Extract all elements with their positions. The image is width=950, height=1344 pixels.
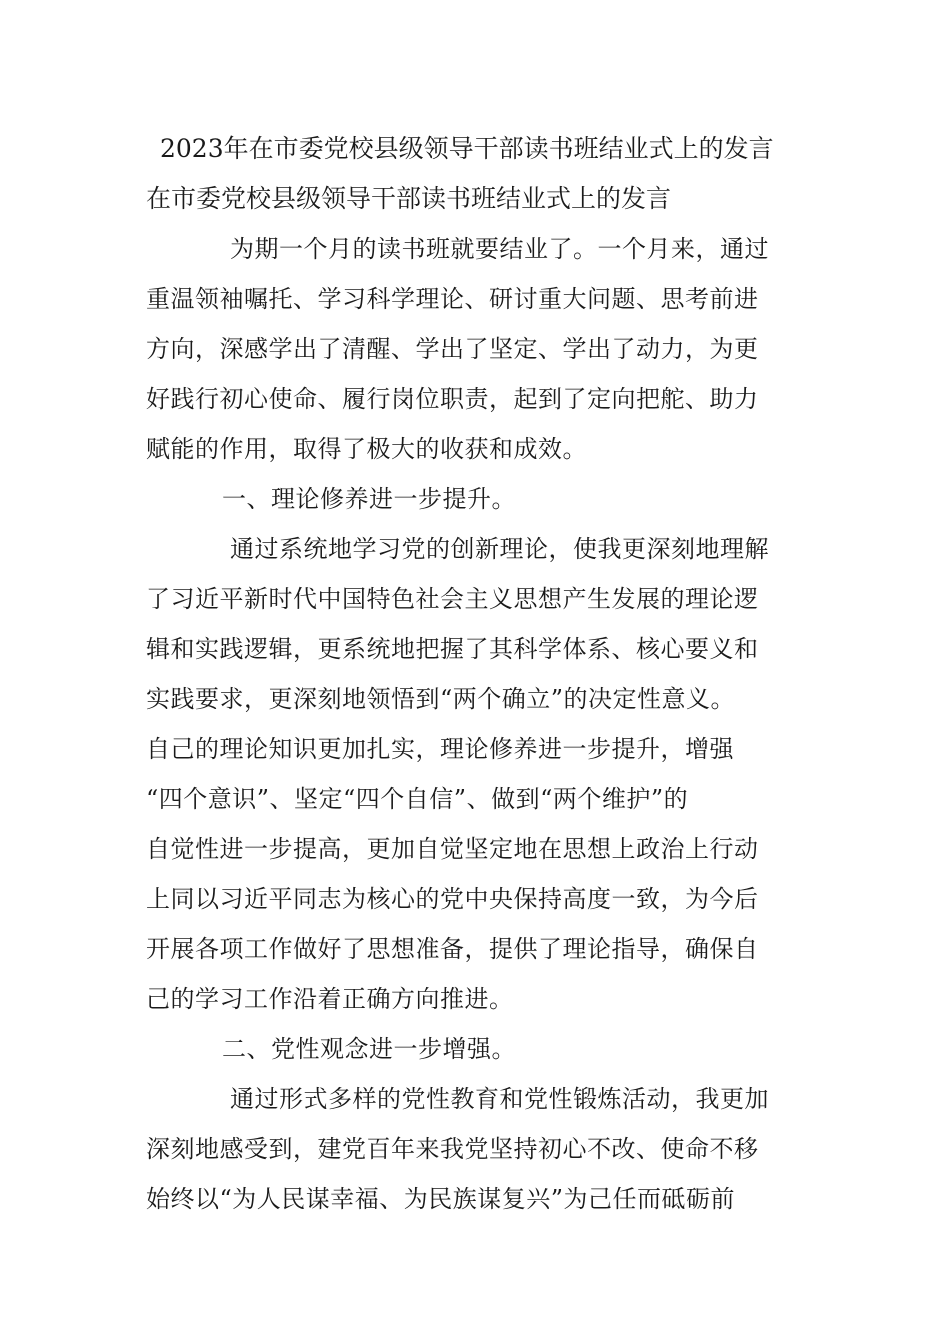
section-heading: 二、党性观念进一步增强。 [222, 1035, 516, 1063]
body-line: 方向，深感学出了清醒、学出了坚定、学出了动力，为更 [146, 335, 759, 363]
body-line: 实践要求，更深刻地领悟到“两个确立”的决定性意义。 [146, 685, 736, 713]
body-line: 辑和实践逻辑，更系统地把握了其科学体系、核心要义和 [146, 635, 759, 663]
body-line: 为期一个月的读书班就要结业了。一个月来，通过 [230, 235, 769, 263]
body-line: 开展各项工作做好了思想准备，提供了理论指导，确保自 [146, 935, 759, 963]
body-line: 己的学习工作沿着正确方向推进。 [146, 985, 514, 1013]
body-line: 上同以习近平同志为核心的党中央保持高度一致，为今后 [146, 885, 759, 913]
body-line: 通过形式多样的党性教育和党性锻炼活动，我更加 [230, 1085, 769, 1113]
body-line: 深刻地感受到，建党百年来我党坚持初心不改、使命不移 [146, 1135, 759, 1163]
body-line: 了习近平新时代中国特色社会主义思想产生发展的理论逻 [146, 585, 759, 613]
body-line: “四个意识”、坚定“四个自信”、做到“两个维护”的 [146, 785, 689, 813]
document-title: 2023年在市委党校县级领导干部读书班结业式上的发言 [160, 134, 774, 163]
body-line: 自己的理论知识更加扎实，理论修养进一步提升，增强 [146, 735, 734, 763]
body-line: 好践行初心使命、履行岗位职责，起到了定向把舵、助力 [146, 385, 759, 413]
body-line: 赋能的作用，取得了极大的收获和成效。 [146, 435, 587, 463]
body-line: 始终以“为人民谋幸福、为民族谋复兴”为己任而砥砺前 [146, 1185, 736, 1213]
body-line: 通过系统地学习党的创新理论，使我更深刻地理解 [230, 535, 769, 563]
document-subtitle: 在市委党校县级领导干部读书班结业式上的发言 [146, 184, 672, 213]
body-line: 自觉性进一步提高，更加自觉坚定地在思想上政治上行动 [146, 835, 759, 863]
body-line: 重温领袖嘱托、学习科学理论、研讨重大问题、思考前进 [146, 285, 759, 313]
section-heading: 一、理论修养进一步提升。 [222, 485, 516, 513]
